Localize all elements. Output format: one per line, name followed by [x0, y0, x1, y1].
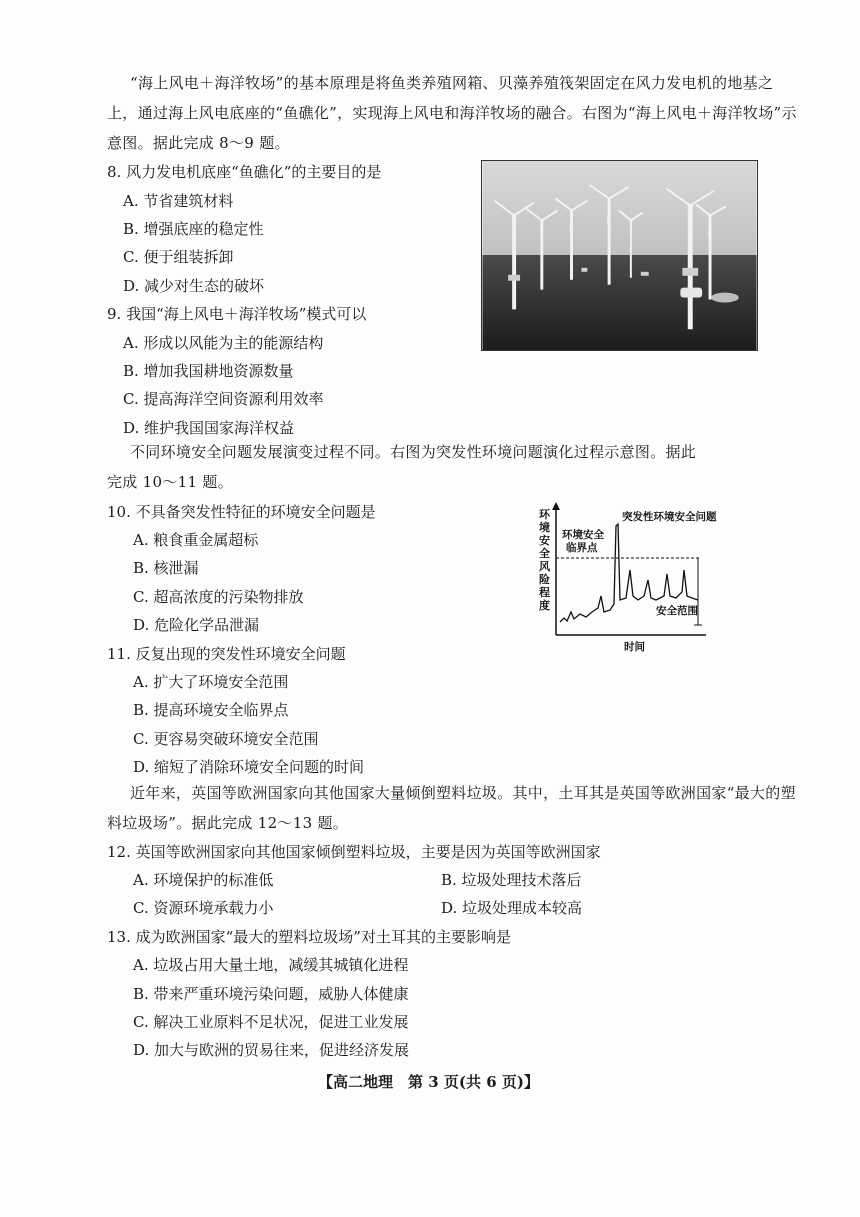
threshold-label-2: 临界点 — [566, 542, 598, 554]
q10-option-d: D. 危险化学品泄漏 — [133, 616, 260, 634]
q12-option-c: C. 资源环境承载力小 — [133, 899, 274, 917]
q8-option-c: C. 便于组装拆卸 — [123, 248, 234, 266]
q9-option-a: A. 形成以风能为主的能源结构 — [123, 334, 324, 352]
svg-text:环境安全风险程度: 环境安全风险程度 — [539, 508, 550, 612]
intro2-line1: 不同环境安全问题发展演变过程不同。右图为突发性环境问题演化过程示意图。据此 — [130, 443, 697, 461]
intro3-line2: 料垃圾场”。据此完成 12～13 题。 — [107, 814, 349, 832]
x-axis-label: 时间 — [624, 641, 645, 653]
q10-stem: 10. 不具备突发性特征的环境安全问题是 — [107, 503, 376, 521]
q11-option-a: A. 扩大了环境安全范围 — [133, 673, 289, 691]
q9-option-b: B. 增加我国耕地资源数量 — [123, 362, 294, 380]
intro2-line2: 完成 10～11 题。 — [107, 473, 234, 491]
q11-option-b: B. 提高环境安全临界点 — [133, 701, 289, 719]
threshold-label-1: 环境安全 — [562, 529, 604, 541]
q8-stem: 8. 风力发电机底座“鱼礁化”的主要目的是 — [107, 163, 382, 181]
q12-option-b: B. 垃圾处理技术落后 — [441, 871, 582, 889]
q12-stem: 12. 英国等欧洲国家向其他国家倾倒塑料垃圾，主要是因为英国等欧洲国家 — [107, 843, 601, 861]
intro1-line1: “海上风电＋海洋牧场”的基本原理是将鱼类养殖网箱、贝藻养殖筏架固定在风力发电机的地基之 — [130, 74, 774, 92]
q8-option-d: D. 减少对生态的破坏 — [123, 277, 265, 295]
q11-stem: 11. 反复出现的突发性环境安全问题 — [107, 645, 346, 663]
q9-option-d: D. 维护我国国家海洋权益 — [123, 419, 295, 437]
q13-option-a: A. 垃圾占用大量土地，减缓其城镇化进程 — [133, 956, 409, 974]
q10-option-a: A. 粮食重金属超标 — [133, 531, 259, 549]
offshore-wind-farm-photo — [481, 160, 758, 351]
intro3-line1: 近年来，英国等欧洲国家向其他国家大量倾倒塑料垃圾。其中，土耳其是英国等欧洲国家“最大的塑 — [130, 784, 796, 802]
peak-label: 突发性环境安全问题 — [622, 511, 717, 523]
q11-option-c: C. 更容易突破环境安全范围 — [133, 730, 319, 748]
q8-option-a: A. 节省建筑材料 — [123, 192, 234, 210]
q8-option-b: B. 增强底座的稳定性 — [123, 220, 264, 238]
environmental-risk-diagram — [536, 500, 736, 660]
q10-option-c: C. 超高浓度的污染物排放 — [133, 588, 304, 606]
q11-option-d: D. 缩短了消除环境安全问题的时间 — [133, 758, 365, 776]
q13-option-c: C. 解决工业原料不足状况，促进工业发展 — [133, 1013, 409, 1031]
page-footer: 【高二地理 第 3 页(共 6 页)】 — [318, 1073, 539, 1091]
q13-option-b: B. 带来严重环境污染问题，威胁人体健康 — [133, 985, 409, 1003]
q9-stem: 9. 我国“海上风电＋海洋牧场”模式可以 — [107, 305, 367, 323]
q9-option-c: C. 提高海洋空间资源利用效率 — [123, 390, 324, 408]
q12-option-a: A. 环境保护的标准低 — [133, 871, 274, 889]
q12-option-d: D. 垃圾处理成本较高 — [441, 899, 583, 917]
intro1-line3: 意图。据此完成 8～9 题。 — [107, 134, 290, 152]
y-axis-arrow-icon — [552, 502, 560, 510]
q13-option-d: D. 加大与欧洲的贸易往来，促进经济发展 — [133, 1041, 410, 1059]
q13-stem: 13. 成为欧洲国家“最大的塑料垃圾场”对土耳其的主要影响是 — [107, 928, 511, 946]
safe-range-label: 安全范围 — [656, 605, 698, 617]
y-axis-label — [539, 507, 551, 612]
q10-option-b: B. 核泄漏 — [133, 559, 199, 577]
intro1-line2: 上，通过海上风电底座的“鱼礁化”，实现海上风电和海洋牧场的融合。右图为“海上风电＋海洋牧场”示 — [107, 104, 797, 122]
